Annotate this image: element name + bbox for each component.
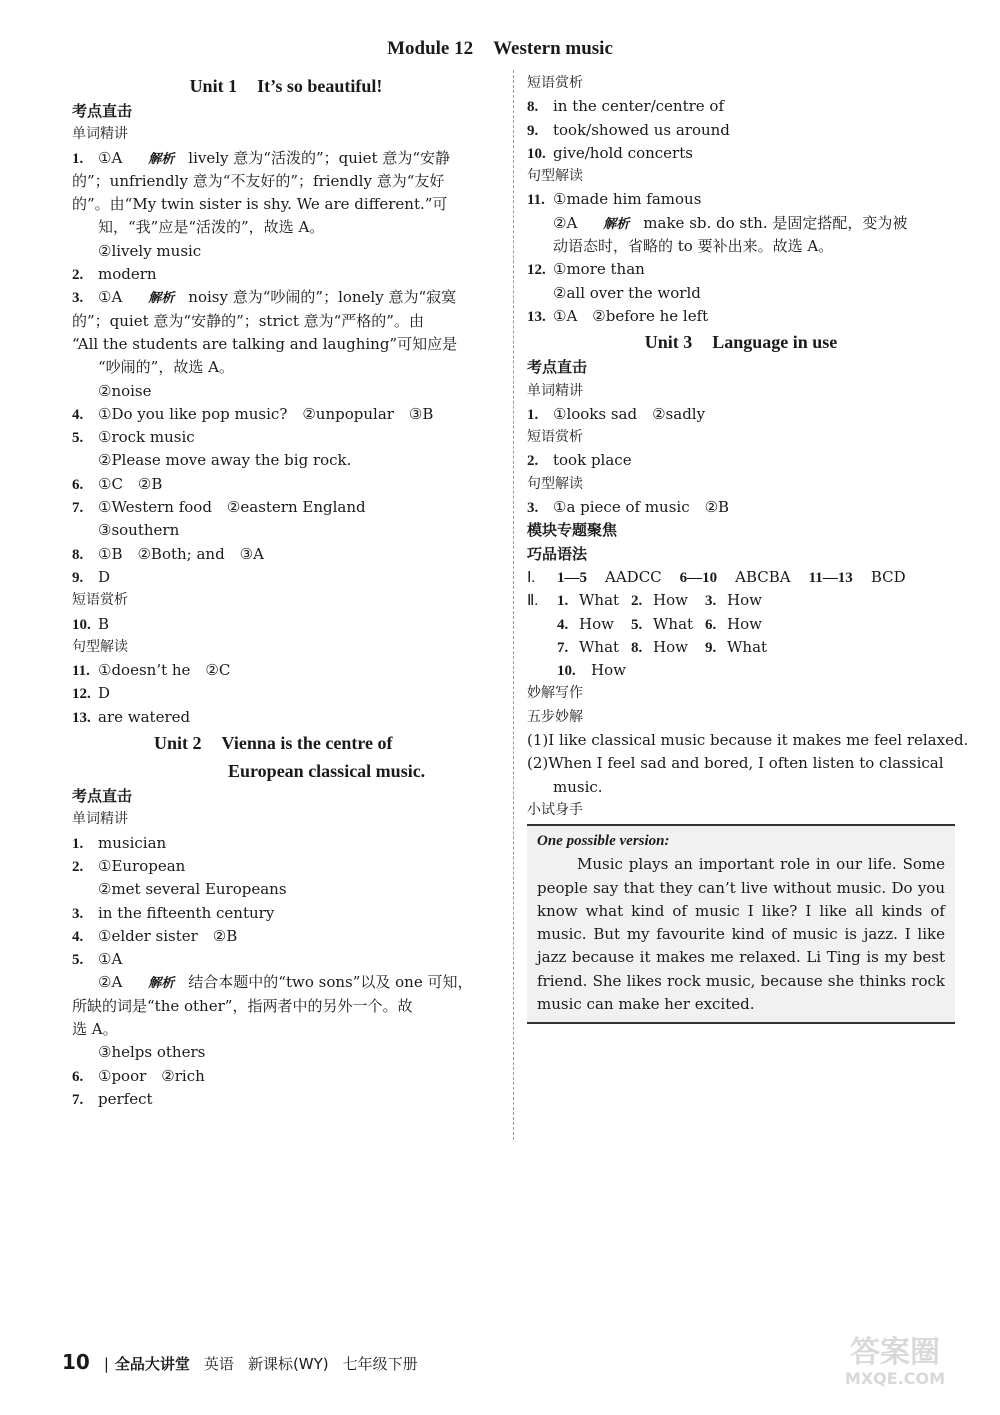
answer-continued: 的”；unfriendly 意为“不友好的”；friendly 意为“友好: [72, 171, 445, 190]
grammar-item-answer: What: [653, 614, 694, 633]
subsection-heading: 短语赏析: [72, 592, 128, 609]
subsection-heading: 五步妙解: [527, 708, 583, 725]
answer-item: 10. B: [72, 614, 110, 633]
answer-item: 11. ①doesn’t he ②C: [72, 661, 231, 680]
answer-continued: 的”。由“My twin sister is shy. We are different.”可: [72, 195, 448, 214]
answer-continued: ②all over the world: [553, 283, 701, 302]
grammar-row: [527, 636, 955, 659]
subsection-heading: 巧品语法: [527, 544, 588, 563]
section-heading: 考点直击: [527, 358, 588, 377]
answer-item: 9. took/showed us around: [527, 120, 730, 139]
answer-continued: ③helps others: [98, 1043, 206, 1062]
answer-continued: “吵闹的”，故选 A。: [98, 358, 234, 377]
essay-text: Music plays an important role in our life. Some people say that they can’t live without music. Do you know what kind of music I like? I like all kinds of music. But my favourite kind of music is jazz. I like jazz because it makes me relaxed. Li Ting is my best friend. She likes rock music, because she thinks rock music can make her excited.: [537, 855, 945, 1013]
answer-item: 7. perfect: [72, 1089, 153, 1108]
answer-item: 2. took place: [527, 451, 632, 470]
grammar-item-answer: How: [653, 591, 688, 610]
writing-step-continued: music.: [553, 777, 603, 796]
page-footer: 10 | 全品大讲堂 英语 新课标(WY) 七年级下册: [62, 1350, 418, 1374]
grammar-item-number: 3.: [705, 593, 717, 610]
answer-continued: ②met several Europeans: [98, 880, 287, 899]
answer-item: 12. D: [72, 684, 111, 703]
grammar-row-1: Ⅰ. 1—5 AADCC 6—10 ABCBA 11—13 BCD: [527, 567, 906, 586]
essay-heading: One possible version:: [537, 833, 670, 850]
writing-step: (2)When I feel sad and bored, I often listen to classical: [527, 754, 944, 773]
subsection-heading: 短语赏析: [527, 429, 583, 446]
subsection-heading: 句型解读: [527, 475, 583, 492]
answer-continued: ②A 解析 结合本题中的“two sons”以及 one 可知，: [98, 973, 473, 992]
grammar-item-number: 8.: [631, 639, 643, 656]
right-column: [527, 72, 969, 1024]
grammar-item-answer: How: [591, 661, 626, 680]
grammar-item-answer: How: [727, 591, 762, 610]
answer-item: 3. ①A 解析 noisy 意为“吵闹的”；lonely 意为“寂寞: [72, 288, 457, 307]
brand-name: 全品大讲堂: [114, 1355, 190, 1373]
answer-item: 9. D: [72, 567, 111, 586]
answer-item: 3. ①a piece of music ②B: [527, 498, 730, 517]
unit2-title-line2: European classical music.: [228, 761, 426, 782]
column-divider: [513, 70, 514, 1140]
watermark-url: MXQE.COM: [844, 1369, 946, 1388]
answer-continued: ②A 解析 make sb. do sth. 是固定搭配，变为被: [553, 213, 908, 232]
answer-continued: ②Please move away the big rock.: [98, 451, 352, 470]
subsection-heading: 单词精讲: [72, 811, 128, 828]
answer-continued: ②noise: [98, 381, 152, 400]
writing-step: (1)I like classical music because it makes me feel relaxed.: [527, 731, 969, 750]
module-title: [0, 38, 1000, 60]
answer-item: 2. ①European: [72, 856, 186, 875]
answer-continued: 所缺的词是“the other”，指两者中的另外一个。故: [72, 996, 413, 1015]
roman-numeral: Ⅱ.: [527, 593, 539, 610]
module-name: Western music: [493, 38, 613, 59]
answer-item: 8. ①B ②Both; and ③A: [72, 544, 264, 563]
answer-item: 1. ①A 解析 lively 意为“活泼的”；quiet 意为“安静: [72, 148, 451, 167]
answer-continued: 知，“我”应是“活泼的”，故选 A。: [98, 218, 325, 237]
edition: 新课标(WY): [247, 1355, 329, 1373]
subsection-heading: 妙解写作: [527, 685, 583, 702]
grammar-item-answer: What: [579, 637, 620, 656]
unit2-title: Unit 2 Vienna is the centre of: [154, 733, 393, 754]
grammar-item-number: 6.: [705, 616, 717, 633]
answer-item: 1. musician: [72, 833, 167, 852]
grammar-row: [527, 659, 955, 682]
answer-item: 11. ①made him famous: [527, 190, 702, 209]
answer-item: 3. in the fifteenth century: [72, 903, 275, 922]
page-number: 10: [62, 1350, 90, 1374]
subsection-heading: 单词精讲: [527, 382, 583, 399]
watermark-logo: [810, 1328, 980, 1388]
grammar-item-answer: What: [727, 637, 768, 656]
grammar-item-number: 2.: [631, 593, 643, 610]
sample-essay-box: [527, 824, 955, 1024]
answer-item: 8. in the center/centre of: [527, 97, 724, 116]
section-heading: 模块专题聚焦: [527, 521, 618, 540]
grammar-item-answer: What: [579, 591, 620, 610]
subsection-heading: 句型解读: [527, 168, 583, 185]
answer-continued: ③southern: [98, 521, 180, 540]
answer-continued: 动语态时，省略的 to 要补出来。故选 A。: [553, 237, 834, 256]
unit3-title: Unit 3 Language in use: [644, 332, 838, 353]
answer-item: 6. ①poor ②rich: [72, 1066, 205, 1085]
watermark-main: 答案圈: [850, 1335, 940, 1370]
grammar-item-number: 4.: [557, 616, 569, 633]
grammar-item-answer: How: [727, 614, 762, 633]
answer-item: 4. ①Do you like pop music? ②unpopular ③B: [72, 404, 434, 423]
answer-item: 5. ①rock music: [72, 428, 195, 447]
grammar-item-number: 5.: [631, 616, 643, 633]
answer-continued: “All the students are talking and laughing”可知应是: [72, 334, 458, 353]
answer-item: 12. ①more than: [527, 260, 645, 279]
answer-item: 13. ①A ②before he left: [527, 306, 709, 325]
grammar-item-number: 1.: [557, 593, 569, 610]
answer-item: 1. ①looks sad ②sadly: [527, 404, 706, 423]
module-number: Module 12: [387, 38, 474, 59]
answer-continued: 选 A。: [72, 1019, 118, 1038]
subsection-heading: 小试身手: [527, 801, 583, 818]
subsection-heading: 短语赏析: [527, 75, 583, 91]
grammar-item-number: 9.: [705, 639, 717, 656]
answer-item: 5. ①A: [72, 950, 123, 969]
answer-item: 2. modern: [72, 265, 157, 284]
grammar-row: [527, 589, 955, 612]
answer-item: 6. ①C ②B: [72, 474, 163, 493]
subsection-heading: 单词精讲: [72, 126, 128, 143]
answer-item: 4. ①elder sister ②B: [72, 926, 238, 945]
grammar-part-2: [527, 589, 955, 682]
answer-item: 7. ①Western food ②eastern England: [72, 498, 366, 517]
left-column: [72, 72, 500, 1111]
grammar-item-number: 10.: [557, 663, 576, 680]
subject: 英语: [203, 1355, 234, 1373]
section-heading: 考点直击: [72, 787, 133, 806]
answer-continued: ②lively music: [98, 241, 202, 260]
answer-item: 13. are watered: [72, 707, 191, 726]
subsection-heading: 句型解读: [72, 638, 128, 655]
grammar-item-number: 7.: [557, 639, 569, 656]
grammar-row: [527, 613, 955, 636]
section-heading: 考点直击: [72, 102, 133, 120]
answer-continued: 的”；quiet 意为“安静的”；strict 意为“严格的”。由: [72, 311, 424, 330]
grade: 七年级下册: [342, 1355, 418, 1373]
unit1-title: Unit 1 It’s so beautiful!: [189, 76, 383, 96]
grammar-item-answer: How: [653, 637, 688, 656]
answer-item: 10. give/hold concerts: [527, 143, 693, 162]
grammar-item-answer: How: [579, 614, 614, 633]
